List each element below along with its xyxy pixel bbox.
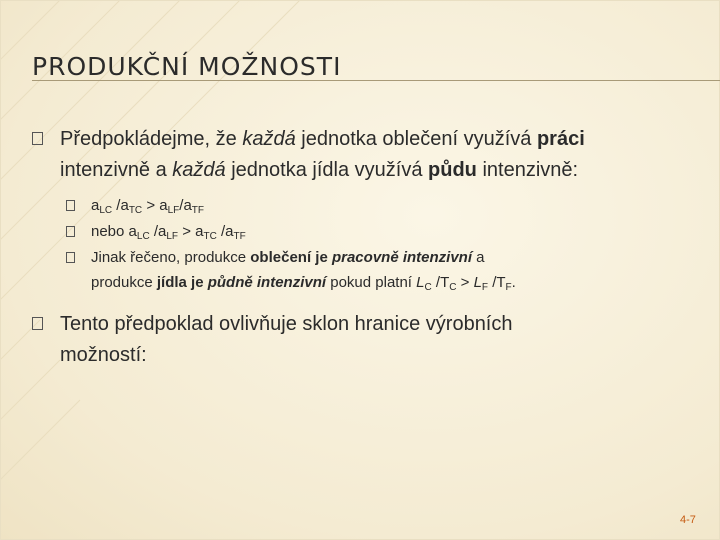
text-run: možností: bbox=[60, 344, 147, 366]
italic-text: L bbox=[416, 274, 425, 291]
sub-bullet-ratio-1 bbox=[66, 193, 686, 218]
bold-text: jídla je bbox=[156, 274, 208, 291]
page-number: 4-7 bbox=[680, 514, 696, 526]
text-run: /a bbox=[112, 197, 129, 214]
text-run: produkce bbox=[91, 274, 157, 291]
title-underline bbox=[32, 80, 720, 81]
sub-bullet-ratio-2 bbox=[66, 219, 686, 244]
bold-text: práci bbox=[536, 128, 585, 150]
sub-bullet-text bbox=[91, 193, 204, 218]
square-bullet-icon bbox=[66, 226, 75, 237]
subscript: TC bbox=[203, 231, 217, 242]
square-bullet-icon bbox=[66, 200, 75, 211]
subscript: LF bbox=[166, 231, 179, 242]
subscript: C bbox=[449, 282, 457, 293]
square-bullet-icon bbox=[66, 252, 75, 263]
text-run: nebo a bbox=[91, 223, 137, 240]
text-run: intenzivně a bbox=[60, 159, 173, 181]
subscript: LC bbox=[136, 231, 150, 242]
text-run: /a bbox=[149, 223, 167, 240]
square-bullet-icon bbox=[32, 132, 43, 145]
bold-text: oblečení je bbox=[250, 249, 332, 266]
text-run: /T bbox=[431, 274, 450, 291]
subscript: F bbox=[505, 282, 512, 293]
text-run: /a bbox=[179, 197, 192, 214]
emphasis-text: každá bbox=[242, 128, 296, 150]
text-run: > a bbox=[178, 223, 204, 240]
bold-italic-text: půdně intenzivní bbox=[207, 274, 327, 291]
bullet-assumption bbox=[32, 124, 692, 188]
subscript: TC bbox=[128, 205, 143, 216]
subscript: LC bbox=[99, 205, 113, 216]
bold-text: půdu bbox=[428, 159, 477, 181]
text-run: a bbox=[91, 197, 100, 214]
italic-text: L bbox=[473, 274, 482, 291]
text-run: > bbox=[456, 274, 474, 291]
text-run: /a bbox=[216, 223, 234, 240]
bullet-text bbox=[60, 309, 513, 371]
sub-bullet-text bbox=[91, 245, 516, 295]
bold-italic-text: pracovně intenzivní bbox=[331, 249, 473, 266]
text-run: intenzivně: bbox=[476, 159, 579, 181]
subscript: TF bbox=[191, 205, 205, 216]
text-run: > a bbox=[142, 197, 168, 214]
text-run: Jinak řečeno, produkce bbox=[91, 249, 251, 266]
subscript: C bbox=[424, 282, 432, 293]
text-run: pokud platní bbox=[326, 274, 417, 291]
emphasis-text: každá bbox=[172, 159, 226, 181]
text-run: . bbox=[511, 274, 516, 291]
sub-bullet-text bbox=[91, 219, 246, 244]
subscript: LF bbox=[167, 205, 180, 216]
subscript: TF bbox=[233, 231, 246, 242]
subscript: F bbox=[481, 282, 489, 293]
text-run: Tento předpoklad ovlivňuje sklon hranice výrobních bbox=[60, 313, 513, 335]
text-run: jednotka oblečení využívá bbox=[295, 128, 537, 150]
text-run: /T bbox=[488, 274, 506, 291]
square-bullet-icon bbox=[32, 317, 43, 330]
bullet-text bbox=[60, 124, 585, 186]
bullet-slope-effect bbox=[32, 309, 692, 373]
text-run: a bbox=[472, 249, 485, 266]
text-run: jednotka jídla využívá bbox=[225, 159, 429, 181]
slide-title: PRODUKČNÍ MOŽNOSTI bbox=[32, 52, 342, 81]
sub-bullet-explanation bbox=[66, 245, 686, 295]
text-run: Předpokládejme, že bbox=[60, 128, 243, 150]
